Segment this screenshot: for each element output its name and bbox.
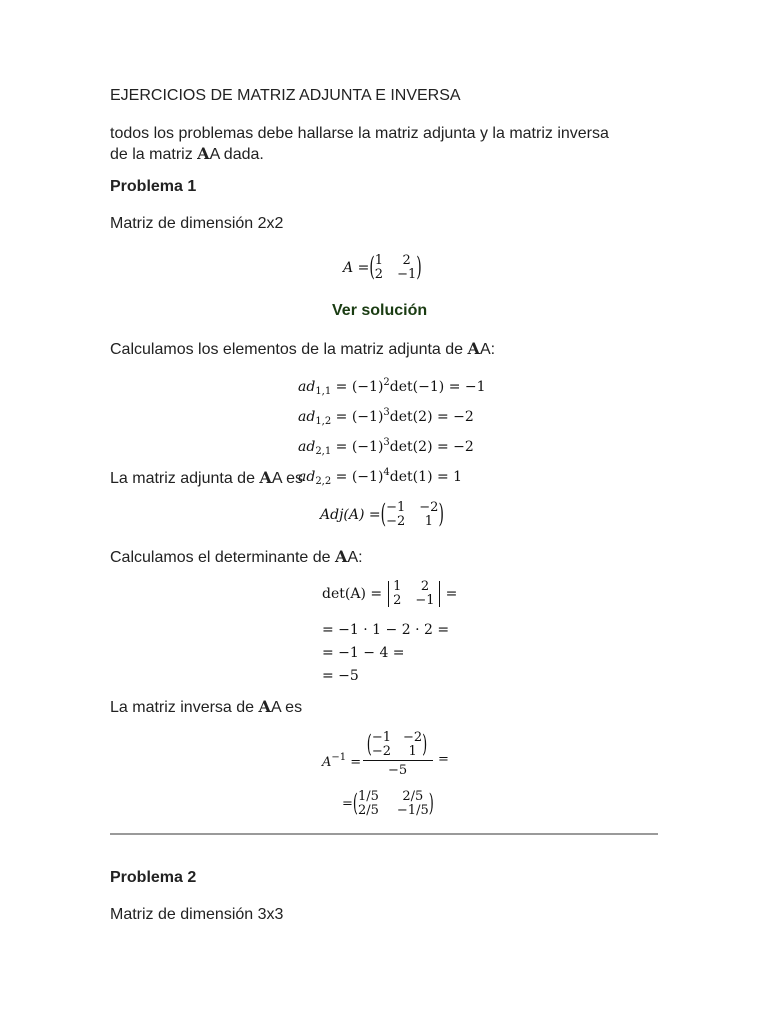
cofactor-row: $ad_{1,2} = (-1)^3\det(2) = -2$ <box>298 407 474 427</box>
inv-lhs: A <box>322 755 332 770</box>
problem-1-dimension: Matriz de dimensión 2x2 <box>110 215 284 232</box>
matrix-a-cell: 2 <box>374 267 384 282</box>
problem-2-heading: Problema 2 <box>110 869 197 886</box>
det-matrix-cell: −1 <box>415 593 435 608</box>
det-step: = −1 · 1 − 2 · 2 = <box>322 622 450 638</box>
det-matrix-cell: 1 <box>393 579 402 594</box>
inv-numerator-cell: −2 <box>371 744 391 759</box>
cofactor-row: $ad_{1,1} = (-1)^2\det(-1) = -1$ <box>298 377 486 397</box>
inv-intro: La matriz inversa de AA es <box>110 697 303 716</box>
matrix-symbol: A <box>467 339 480 358</box>
matrix-a <box>375 254 416 282</box>
inv-equals: = <box>438 752 449 767</box>
matrix-symbol: A <box>197 144 210 163</box>
matrix-symbol-sans: A <box>270 699 281 716</box>
page-title: EJERCICIOS DE MATRIZ ADJUNTA E INVERSA <box>110 87 461 104</box>
adj-matrix-cell: 1 <box>424 514 433 529</box>
det-matrix-cell: 2 <box>393 593 402 608</box>
adj-intro-post: : <box>490 341 496 358</box>
cofactor-row: $ad_{2,1} = (-1)^3\det(2) = -2$ <box>298 437 474 457</box>
matrix-symbol: A <box>259 468 272 487</box>
adj-matrix-cell: −2 <box>386 514 406 529</box>
matrix-a-lhs: A <box>343 260 354 276</box>
intro-line-2-pre: de la matriz <box>110 146 198 163</box>
ver-solucion-link[interactable]: Ver solución <box>332 302 428 319</box>
det-equation: det(A) = 1 2 2 −1 = <box>322 579 458 608</box>
adj-lhs: Adj(A) <box>320 507 365 523</box>
problem-2-dimension: Matriz de dimensión 3x3 <box>110 906 284 923</box>
intro-paragraph <box>110 124 609 165</box>
det-intro: Calculamos el determinante de AA: <box>110 547 363 566</box>
matrix-a-cell: 2 <box>402 253 411 268</box>
inv-numerator-cell: −2 <box>403 730 423 745</box>
inv-fraction: ( −1 −2 −2 1 ) <box>366 730 428 760</box>
problem-1-heading: Problema 1 <box>110 178 197 195</box>
det-lhs: det(A) <box>322 586 366 602</box>
inv-result-equation: =( 1/5 2/5 2/5 −1/5 ) <box>342 789 434 819</box>
det-steps <box>322 619 449 688</box>
det-matrix-cell: 2 <box>420 579 430 594</box>
inv-lhs-wrap: $A^{-1}$ = <box>322 752 362 770</box>
adj-intro <box>110 339 495 359</box>
matrix-a-cell: 1 <box>374 253 384 268</box>
inv-exp: −1 <box>331 752 347 763</box>
inv-numerator-cell: 1 <box>408 744 417 759</box>
cofactor-list <box>298 372 486 492</box>
adj-matrix-equation: Adj(A) =( −1 −2 −2 1 ) <box>320 499 444 531</box>
adj-matrix-cell: −1 <box>386 500 406 515</box>
inv-result-cell: 2/5 <box>402 789 424 804</box>
inv-denominator: −5 <box>388 763 408 778</box>
adj-matrix <box>386 501 438 529</box>
adj-result-intro: La matriz adjunta de AA es <box>110 468 303 487</box>
det-step: = −5 <box>322 668 359 684</box>
matrix-symbol-sans: A <box>271 470 282 487</box>
intro-line-2-post: dada. <box>219 146 264 163</box>
matrix-symbol: A <box>335 547 348 566</box>
intro-line-1: todos los problemas debe hallarse la matriz adjunta y la matriz inversa <box>110 125 609 142</box>
adj-intro-pre: Calculamos los elementos de la matriz adjunta de <box>110 341 468 358</box>
inv-numerator-matrix <box>372 731 422 759</box>
fraction-line <box>363 760 433 761</box>
inv-result-cell: 2/5 <box>357 803 379 818</box>
matrix-a-cell: −1 <box>397 267 417 282</box>
inv-result-cell: −1/5 <box>396 803 429 818</box>
adj-matrix-cell: −2 <box>419 500 439 515</box>
cofactor-row: $ad_{2,2} = (-1)^4\det(1) = 1$ <box>298 467 463 487</box>
matrix-symbol-sans: A <box>479 341 491 358</box>
inv-result-matrix <box>358 790 429 818</box>
det-step: = −1 − 4 = <box>322 645 405 661</box>
matrix-symbol-sans: A <box>209 146 220 163</box>
inv-result-cell: 1/5 <box>357 789 379 804</box>
inv-numerator-cell: −1 <box>371 730 391 745</box>
matrix-a-equation: A =( 1 2 2 −1 ) <box>343 252 422 284</box>
section-divider <box>110 833 658 835</box>
matrix-symbol-sans: A <box>347 549 359 566</box>
det-matrix <box>393 580 434 608</box>
matrix-symbol: A <box>258 697 271 716</box>
intro-line-2 <box>110 144 609 165</box>
